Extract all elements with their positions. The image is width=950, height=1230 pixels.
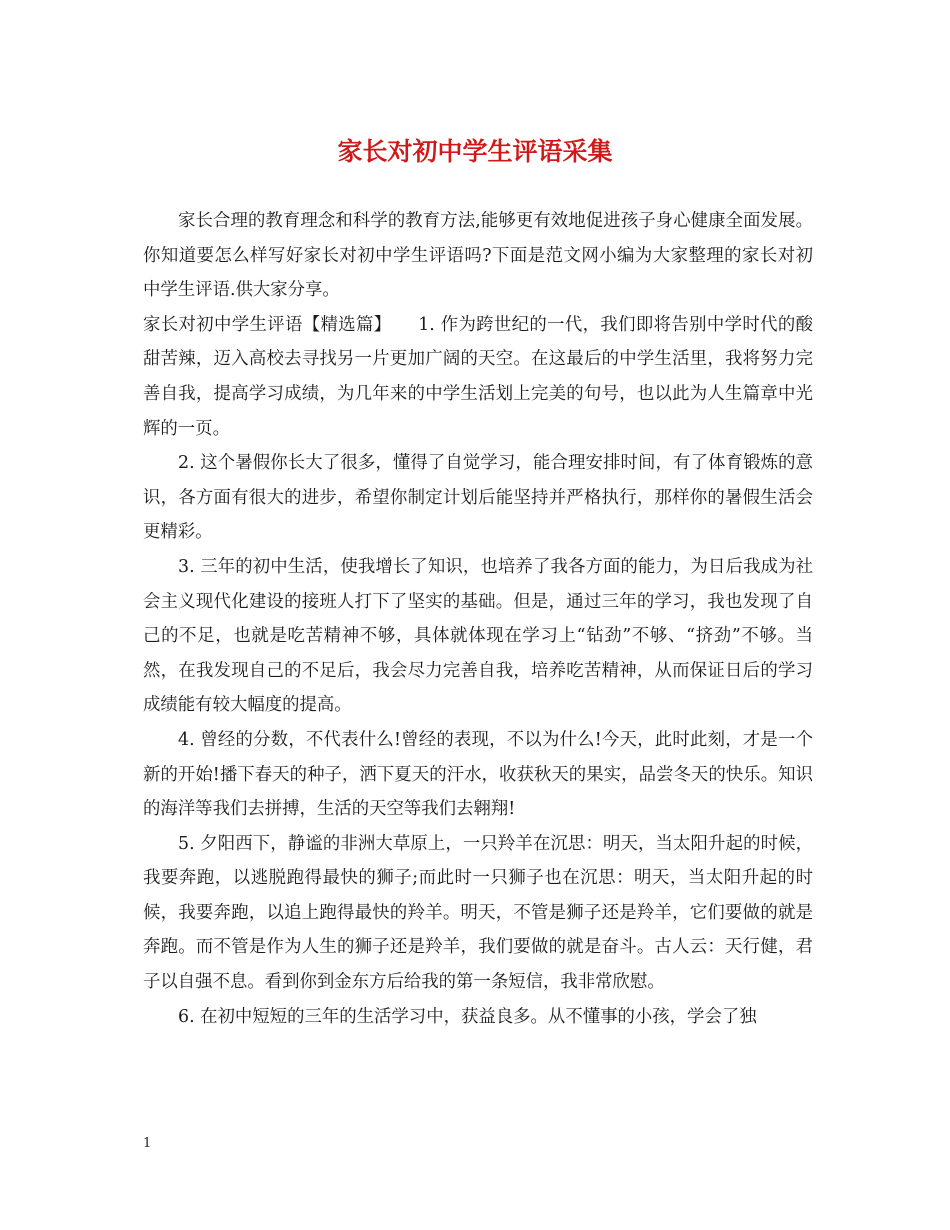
document-title: 家长对初中学生评语采集 — [337, 137, 613, 166]
comment-paragraph-2: 2. 这个暑假你长大了很多，懂得了自觉学习，能合理安排时间，有了体育锻炼的意识，各方面有很大的进步，希望你制定计划后能坚持并严格执行，那样你的暑假生活会更精彩。 — [143, 453, 813, 543]
comment-paragraph-3: 3. 三年的初中生活，使我增长了知识，也培养了我各方面的能力，为日后我成为社会主义现代化建设的接班人打下了坚实的基础。但是，通过三年的学习，我也发现了自己的不足，也就是吃苦精神不够，具体就体现在学习上“钻劲”不够、“挤劲”不够。当然，在我发现自己的不足后，我会尽力完善自我，培养吃苦精神，从而保证日后的学习成绩能有较大幅度的提高。 — [143, 556, 813, 716]
section-heading-paragraph: 家长对初中学生评语【精选篇】 1. 作为跨世纪的一代，我们即将告别中学时代的酸甜苦辣，迈入高校去寻找另一片更加广阔的天空。在这最后的中学生活里，我将努力完善自我，提高学习成绩，为几年来的中学生活划上完美的句号，也以此为人生篇章中光辉的一页。 — [143, 314, 813, 439]
comment-paragraph-5: 5. 夕阳西下，静谧的非洲大草原上，一只羚羊在沉思：明天，当太阳升起的时候，我要奔跑，以逃脱跑得最快的狮子;而此时一只狮子也在沉思：明天，当太阳升起的时候，我要奔跑，以追上跑得最快的羚羊。明天，不管是狮子还是羚羊，它们要做的就是奔跑。而不管是作为人生的狮子还是羚羊，我们要做的就是奋斗。古人云：天行健，君子以自强不息。看到你到金东方后给我的第一条短信，我非常欣慰。 — [143, 833, 813, 993]
comment-paragraph-4: 4. 曾经的分数，不代表什么!曾经的表现，不以为什么!今天，此时此刻，才是一个新的开始!播下春天的种子，洒下夏天的汗水，收获秋天的果实，品尝冬天的快乐。知识的海洋等我们去拼搏，生活的天空等我们去翱翔! — [143, 729, 813, 820]
intro-paragraph: 家长合理的教育理念和科学的教育方法,能够更有效地促进孩子身心健康全面发展。你知道要怎么样写好家长对初中学生评语吗?下面是范文网小编为大家整理的家长对初中学生评语.供大家分享。 — [143, 211, 813, 301]
page-number: 1 — [143, 1136, 152, 1151]
document-body — [143, 204, 813, 1034]
comment-paragraph-6: 6. 在初中短短的三年的生活学习中，获益良多。从不懂事的小孩，学会了独 — [178, 1006, 757, 1027]
